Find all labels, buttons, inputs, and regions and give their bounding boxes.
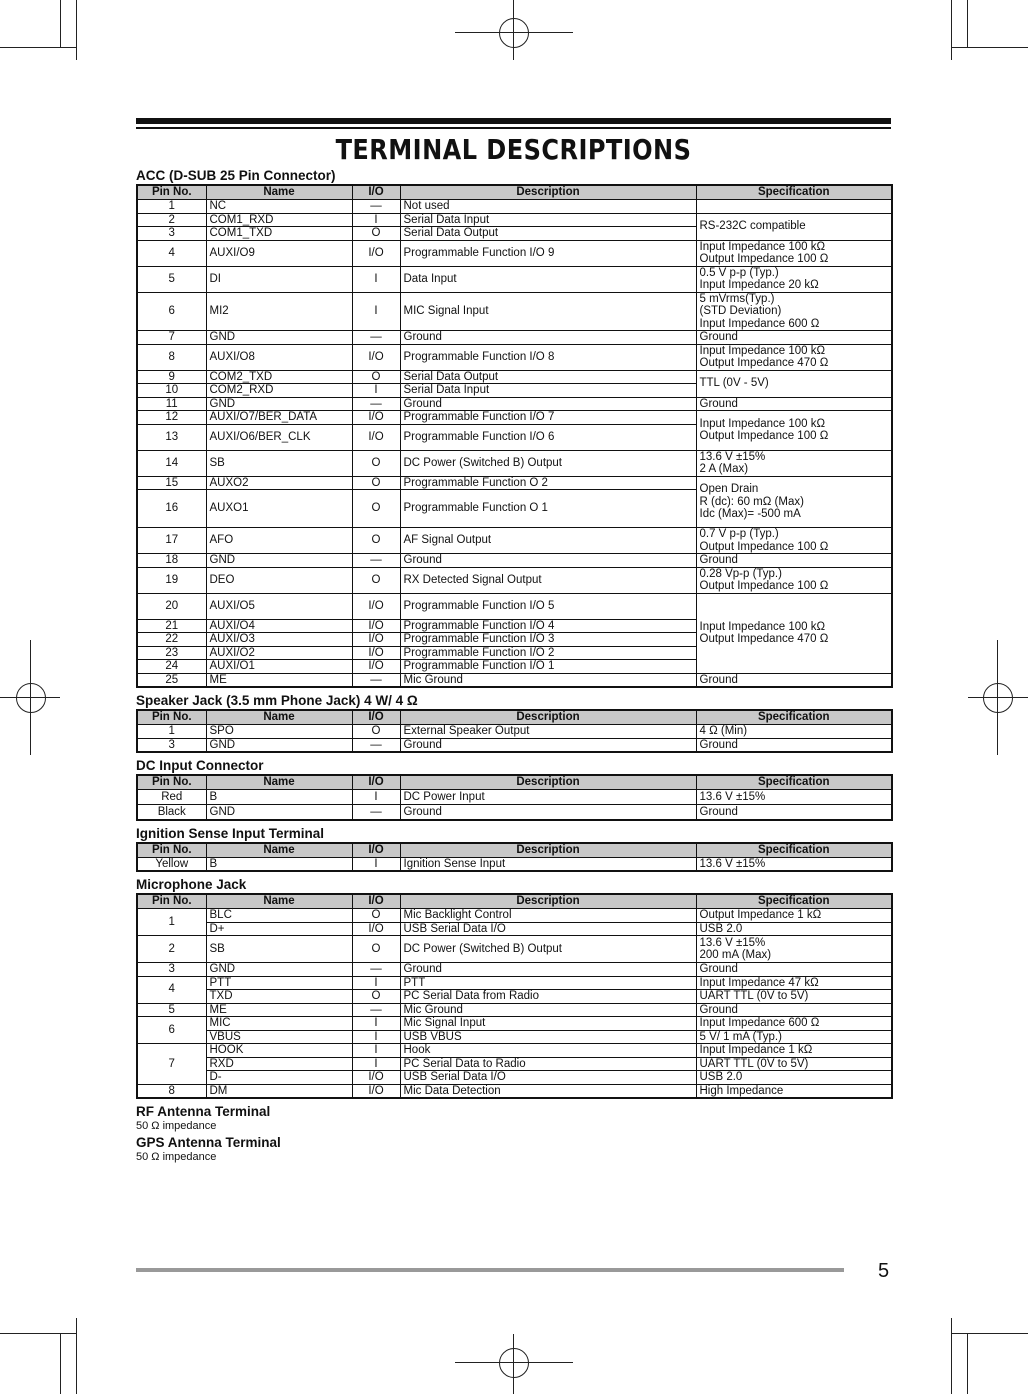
rf-note: 50 Ω impedance (136, 1120, 217, 1132)
io-cell: — (352, 1003, 400, 1017)
spec-cell: 13.6 V ±15% 200 mA (Max) (696, 936, 892, 963)
dc-table (136, 774, 893, 821)
io-cell: I (352, 1044, 400, 1058)
table-header-row (137, 710, 892, 725)
io-cell: I/O (352, 633, 400, 647)
spec-cell: TTL (0V - 5V) (696, 370, 892, 397)
table-row (137, 1017, 892, 1031)
name-cell: COM1_TXD (206, 227, 352, 241)
description-cell: Programmable Function I/O 1 (400, 660, 696, 674)
description-cell: Mic Backlight Control (400, 909, 696, 923)
col-io: I/O (352, 710, 400, 725)
name-cell: ME (206, 1003, 352, 1017)
name-cell: MI2 (206, 292, 352, 331)
name-cell: PTT (206, 976, 352, 990)
spec-cell: Input Impedance 100 kΩ Output Impedance 470 Ω (696, 593, 892, 673)
io-cell: I (352, 384, 400, 398)
table-row (137, 936, 892, 963)
io-cell: O (352, 476, 400, 490)
pin-cell: Black (137, 805, 206, 820)
name-cell: AUXI/O4 (206, 619, 352, 633)
description-cell: Programmable Function I/O 5 (400, 593, 696, 619)
col-specification: Specification (696, 185, 892, 200)
pin-cell: 1 (137, 725, 206, 739)
spec-cell: Ground (696, 397, 892, 411)
table-row (137, 213, 892, 227)
name-cell: AUXO2 (206, 476, 352, 490)
description-cell: Programmable Function I/O 4 (400, 619, 696, 633)
name-cell: AUXO1 (206, 490, 352, 528)
col-pin: Pin No. (137, 775, 206, 790)
spec-cell: Ground (696, 331, 892, 345)
io-cell: O (352, 567, 400, 593)
pin-cell: 5 (137, 1003, 206, 1017)
table-row (137, 344, 892, 370)
io-cell: O (352, 370, 400, 384)
col-description: Description (400, 185, 696, 200)
speaker-table (136, 709, 893, 753)
description-cell: Ground (400, 805, 696, 820)
description-cell: USB Serial Data I/O (400, 1071, 696, 1085)
speaker-heading: Speaker Jack (3.5 mm Phone Jack) 4 W/ 4 Ω (136, 693, 418, 708)
table-row (137, 922, 892, 936)
pin-cell: 24 (137, 660, 206, 674)
table-row (137, 200, 892, 214)
pin-cell: 17 (137, 528, 206, 554)
io-cell: I (352, 1030, 400, 1044)
description-cell: Programmable Function O 1 (400, 490, 696, 528)
name-cell: NC (206, 200, 352, 214)
pin-cell: Red (137, 790, 206, 805)
name-cell: VBUS (206, 1030, 352, 1044)
description-cell: Ignition Sense Input (400, 857, 696, 871)
table-header-row (137, 843, 892, 858)
name-cell: ME (206, 673, 352, 687)
col-name: Name (206, 710, 352, 725)
ignition-table (136, 842, 893, 873)
io-cell: I/O (352, 424, 400, 450)
table-row (137, 411, 892, 425)
spec-cell: Input Impedance 100 kΩ Output Impedance 100 Ω (696, 411, 892, 451)
name-cell: BLC (206, 909, 352, 923)
table-row (137, 266, 892, 292)
pin-cell: 3 (137, 227, 206, 241)
col-io: I/O (352, 843, 400, 858)
col-name: Name (206, 843, 352, 858)
description-cell: RX Detected Signal Output (400, 567, 696, 593)
pin-cell: 2 (137, 936, 206, 963)
io-cell: I/O (352, 1071, 400, 1085)
col-specification: Specification (696, 775, 892, 790)
col-io: I/O (352, 894, 400, 909)
col-name: Name (206, 185, 352, 200)
spec-cell: Ground (696, 673, 892, 687)
io-cell: I (352, 1057, 400, 1071)
description-cell: Programmable Function I/O 8 (400, 344, 696, 370)
description-cell: Programmable Function I/O 3 (400, 633, 696, 647)
name-cell: GND (206, 963, 352, 977)
table-row (137, 805, 892, 820)
spec-cell: 5 V/ 1 mA (Typ.) (696, 1030, 892, 1044)
table-row (137, 990, 892, 1004)
pin-cell: 15 (137, 476, 206, 490)
pin-cell: 14 (137, 450, 206, 476)
name-cell: AUXI/O8 (206, 344, 352, 370)
description-cell: USB VBUS (400, 1030, 696, 1044)
pin-cell: 16 (137, 490, 206, 528)
pin-cell: 25 (137, 673, 206, 687)
name-cell: MIC (206, 1017, 352, 1031)
col-pin: Pin No. (137, 710, 206, 725)
name-cell: GND (206, 554, 352, 568)
table-row (137, 593, 892, 619)
io-cell: O (352, 725, 400, 739)
spec-cell: Input Impedance 47 kΩ (696, 976, 892, 990)
io-cell: I (352, 857, 400, 871)
spec-cell: USB 2.0 (696, 1071, 892, 1085)
io-cell: O (352, 990, 400, 1004)
table-row (137, 1057, 892, 1071)
name-cell: B (206, 790, 352, 805)
name-cell: D+ (206, 922, 352, 936)
spec-cell: UART TTL (0V to 5V) (696, 1057, 892, 1071)
table-row (137, 1044, 892, 1058)
name-cell: GND (206, 397, 352, 411)
name-cell: DM (206, 1084, 352, 1098)
table-row (137, 476, 892, 490)
io-cell: I (352, 213, 400, 227)
mic-heading: Microphone Jack (136, 877, 247, 892)
name-cell: RXD (206, 1057, 352, 1071)
description-cell: AF Signal Output (400, 528, 696, 554)
gps-note: 50 Ω impedance (136, 1151, 217, 1163)
pin-cell: 7 (137, 1044, 206, 1085)
description-cell: Mic Ground (400, 673, 696, 687)
description-cell: Not used (400, 200, 696, 214)
table-row (137, 331, 892, 345)
pin-cell: 3 (137, 963, 206, 977)
table-row (137, 397, 892, 411)
name-cell: AUXI/O2 (206, 646, 352, 660)
title-rule (136, 118, 891, 124)
pin-cell: 21 (137, 619, 206, 633)
acc-heading: ACC (D-SUB 25 Pin Connector) (136, 168, 336, 183)
page-title: TERMINAL DESCRIPTIONS (335, 133, 692, 166)
spec-cell: 13.6 V ±15% (696, 790, 892, 805)
table-row (137, 450, 892, 476)
description-cell: DC Power (Switched B) Output (400, 450, 696, 476)
description-cell: Ground (400, 331, 696, 345)
io-cell: I (352, 266, 400, 292)
col-description: Description (400, 710, 696, 725)
description-cell: Ground (400, 963, 696, 977)
col-name: Name (206, 775, 352, 790)
table-row (137, 292, 892, 331)
pin-cell: 9 (137, 370, 206, 384)
name-cell: AUXI/O5 (206, 593, 352, 619)
col-io: I/O (352, 775, 400, 790)
pin-cell: 20 (137, 593, 206, 619)
pin-cell: Yellow (137, 857, 206, 871)
col-specification: Specification (696, 843, 892, 858)
table-row (137, 1071, 892, 1085)
table-row (137, 1003, 892, 1017)
spec-cell: Output Impedance 1 kΩ (696, 909, 892, 923)
name-cell: SB (206, 936, 352, 963)
name-cell: B (206, 857, 352, 871)
io-cell: O (352, 450, 400, 476)
name-cell: SB (206, 450, 352, 476)
pin-cell: 8 (137, 1084, 206, 1098)
rf-heading: RF Antenna Terminal (136, 1104, 271, 1119)
io-cell: I/O (352, 646, 400, 660)
table-row (137, 790, 892, 805)
table-row (137, 567, 892, 593)
description-cell: External Speaker Output (400, 725, 696, 739)
spec-cell: Ground (696, 805, 892, 820)
description-cell: Mic Signal Input (400, 1017, 696, 1031)
spec-cell (696, 200, 892, 214)
pin-cell: 1 (137, 200, 206, 214)
io-cell: I/O (352, 344, 400, 370)
spec-cell: Input Impedance 1 kΩ (696, 1044, 892, 1058)
spec-cell: 0.5 V p-p (Typ.) Input Impedance 20 kΩ (696, 266, 892, 292)
name-cell: TXD (206, 990, 352, 1004)
dc-heading: DC Input Connector (136, 758, 264, 773)
table-row (137, 1084, 892, 1098)
io-cell: I/O (352, 593, 400, 619)
gps-heading: GPS Antenna Terminal (136, 1135, 281, 1150)
table-row (137, 528, 892, 554)
io-cell: O (352, 909, 400, 923)
description-cell: PC Serial Data to Radio (400, 1057, 696, 1071)
description-cell: Programmable Function O 2 (400, 476, 696, 490)
description-cell: MIC Signal Input (400, 292, 696, 331)
name-cell: GND (206, 805, 352, 820)
name-cell: D- (206, 1071, 352, 1085)
table-row (137, 909, 892, 923)
table-header-row (137, 894, 892, 909)
description-cell: Ground (400, 738, 696, 752)
col-specification: Specification (696, 894, 892, 909)
pin-cell: 12 (137, 411, 206, 425)
io-cell: — (352, 397, 400, 411)
io-cell: — (352, 738, 400, 752)
io-cell: I/O (352, 240, 400, 266)
description-cell: Serial Data Input (400, 213, 696, 227)
spec-cell: Input Impedance 100 kΩ Output Impedance 470 Ω (696, 344, 892, 370)
table-row (137, 554, 892, 568)
table-row (137, 963, 892, 977)
table-row (137, 370, 892, 384)
col-name: Name (206, 894, 352, 909)
col-pin: Pin No. (137, 894, 206, 909)
col-io: I/O (352, 185, 400, 200)
spec-cell: Input Impedance 100 kΩ Output Impedance 100 Ω (696, 240, 892, 266)
spec-cell: 0.7 V p-p (Typ.) Output Impedance 100 Ω (696, 528, 892, 554)
description-cell: DC Power Input (400, 790, 696, 805)
pin-cell: 11 (137, 397, 206, 411)
spec-cell: Ground (696, 554, 892, 568)
spec-cell: 13.6 V ±15% (696, 857, 892, 871)
pin-cell: 3 (137, 738, 206, 752)
pin-cell: 5 (137, 266, 206, 292)
io-cell: I/O (352, 411, 400, 425)
pin-cell: 1 (137, 909, 206, 936)
ignition-heading: Ignition Sense Input Terminal (136, 825, 325, 841)
name-cell: DEO (206, 567, 352, 593)
description-cell: Mic Ground (400, 1003, 696, 1017)
footer-rule (136, 1268, 844, 1272)
name-cell: COM2_TXD (206, 370, 352, 384)
description-cell: Programmable Function I/O 7 (400, 411, 696, 425)
pin-cell: 22 (137, 633, 206, 647)
name-cell: AUXI/O9 (206, 240, 352, 266)
spec-cell: Ground (696, 1003, 892, 1017)
name-cell: AUXI/O6/BER_CLK (206, 424, 352, 450)
pin-cell: 13 (137, 424, 206, 450)
spec-cell: High Impedance (696, 1084, 892, 1098)
io-cell: O (352, 490, 400, 528)
io-cell: — (352, 673, 400, 687)
io-cell: I/O (352, 922, 400, 936)
io-cell: O (352, 227, 400, 241)
page-number: 5 (878, 1260, 890, 1282)
io-cell: I/O (352, 660, 400, 674)
description-cell: Programmable Function I/O 9 (400, 240, 696, 266)
col-pin: Pin No. (137, 843, 206, 858)
io-cell: I/O (352, 1084, 400, 1098)
pin-cell: 18 (137, 554, 206, 568)
description-cell: Programmable Function I/O 6 (400, 424, 696, 450)
table-row (137, 673, 892, 687)
spec-cell: 13.6 V ±15% 2 A (Max) (696, 450, 892, 476)
title-rule-thin (136, 127, 891, 129)
io-cell: I (352, 292, 400, 331)
acc-table (136, 184, 893, 688)
io-cell: O (352, 936, 400, 963)
table-header-row (137, 185, 892, 200)
io-cell: I (352, 790, 400, 805)
name-cell: SPO (206, 725, 352, 739)
io-cell: — (352, 805, 400, 820)
description-cell: Serial Data Output (400, 227, 696, 241)
spec-cell: Input Impedance 600 Ω (696, 1017, 892, 1031)
spec-cell: 5 mVrms(Typ.) (STD Deviation) Input Impedance 600 Ω (696, 292, 892, 331)
io-cell: O (352, 528, 400, 554)
spec-cell: Ground (696, 738, 892, 752)
table-row (137, 738, 892, 752)
io-cell: — (352, 963, 400, 977)
spec-cell: 0.28 Vp-p (Typ.) Output Impedance 100 Ω (696, 567, 892, 593)
pin-cell: 7 (137, 331, 206, 345)
pin-cell: 4 (137, 240, 206, 266)
col-description: Description (400, 894, 696, 909)
description-cell: Serial Data Output (400, 370, 696, 384)
description-cell: Data Input (400, 266, 696, 292)
table-row (137, 857, 892, 871)
pin-cell: 23 (137, 646, 206, 660)
description-cell: PC Serial Data from Radio (400, 990, 696, 1004)
description-cell: USB Serial Data I/O (400, 922, 696, 936)
io-cell: I (352, 1017, 400, 1031)
spec-cell: Open Drain R (dc): 60 mΩ (Max) Idc (Max)= -500 mA (696, 476, 892, 528)
description-cell: Serial Data Input (400, 384, 696, 398)
name-cell: COM2_RXD (206, 384, 352, 398)
pin-cell: 19 (137, 567, 206, 593)
table-header-row (137, 775, 892, 790)
col-pin: Pin No. (137, 185, 206, 200)
io-cell: — (352, 554, 400, 568)
description-cell: DC Power (Switched B) Output (400, 936, 696, 963)
table-row (137, 240, 892, 266)
io-cell: — (352, 331, 400, 345)
col-description: Description (400, 843, 696, 858)
name-cell: COM1_RXD (206, 213, 352, 227)
description-cell: Programmable Function I/O 2 (400, 646, 696, 660)
col-specification: Specification (696, 710, 892, 725)
name-cell: GND (206, 738, 352, 752)
col-description: Description (400, 775, 696, 790)
description-cell: Ground (400, 397, 696, 411)
name-cell: AFO (206, 528, 352, 554)
description-cell: PTT (400, 976, 696, 990)
description-cell: Ground (400, 554, 696, 568)
name-cell: AUXI/O3 (206, 633, 352, 647)
spec-cell: Ground (696, 963, 892, 977)
name-cell: HOOK (206, 1044, 352, 1058)
pin-cell: 4 (137, 976, 206, 1003)
io-cell: I (352, 976, 400, 990)
spec-cell: RS-232C compatible (696, 213, 892, 240)
io-cell: — (352, 200, 400, 214)
io-cell: I/O (352, 619, 400, 633)
name-cell: AUXI/O1 (206, 660, 352, 674)
pin-cell: 6 (137, 1017, 206, 1044)
spec-cell: UART TTL (0V to 5V) (696, 990, 892, 1004)
pin-cell: 6 (137, 292, 206, 331)
table-row (137, 1030, 892, 1044)
spec-cell: 4 Ω (Min) (696, 725, 892, 739)
name-cell: DI (206, 266, 352, 292)
table-row (137, 725, 892, 739)
description-cell: Mic Data Detection (400, 1084, 696, 1098)
pin-cell: 8 (137, 344, 206, 370)
pin-cell: 10 (137, 384, 206, 398)
table-row (137, 976, 892, 990)
mic-table (136, 893, 893, 1099)
spec-cell: USB 2.0 (696, 922, 892, 936)
name-cell: AUXI/O7/BER_DATA (206, 411, 352, 425)
pin-cell: 2 (137, 213, 206, 227)
description-cell: Hook (400, 1044, 696, 1058)
name-cell: GND (206, 331, 352, 345)
